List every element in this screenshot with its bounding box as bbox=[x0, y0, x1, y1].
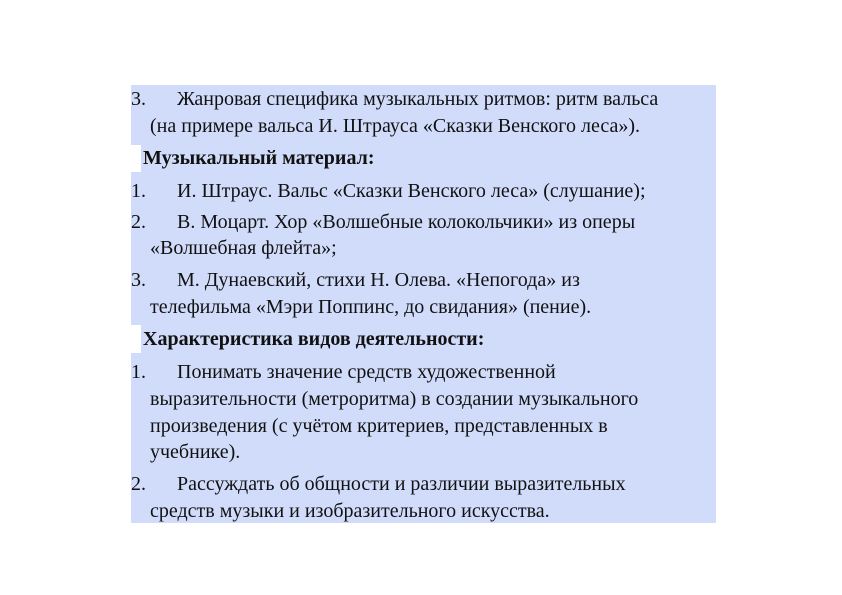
item-text: Жанровая специфика музыкальных ритмов: ритм вальса bbox=[177, 88, 659, 110]
item-text: выразительности (метроритма) в создании музыкального bbox=[150, 388, 639, 410]
item-number: 1. bbox=[131, 180, 146, 202]
section-heading-material: Музыкальный материал: bbox=[143, 147, 375, 169]
item-text: В. Моцарт. Хор «Волшебные колокольчики» из оперы bbox=[177, 211, 636, 233]
item-number: 3. bbox=[131, 88, 146, 110]
section-heading-activities: Характеристика видов деятельности: bbox=[143, 328, 485, 350]
item-text: (на примере вальса И. Штрауса «Сказки Венского леса»). bbox=[150, 115, 641, 137]
item-text: И. Штраус. Вальс «Сказки Венского леса» (слушание); bbox=[177, 180, 646, 202]
item-text: Понимать значение средств художественной bbox=[177, 361, 556, 383]
item-number: 2. bbox=[131, 473, 146, 495]
item-text: учебнике). bbox=[150, 441, 241, 463]
heading-gap bbox=[131, 325, 141, 353]
item-text: средств музыки и изобразительного искусства. bbox=[150, 500, 550, 522]
item-text: Рассуждать об общности и различии выразительных bbox=[177, 473, 626, 495]
heading-gap bbox=[131, 145, 141, 172]
item-number: 2. bbox=[131, 211, 146, 233]
item-text: М. Дунаевский, стихи Н. Олева. «Непогода» из bbox=[177, 269, 580, 291]
item-text: «Волшебная флейта»; bbox=[150, 237, 337, 259]
item-number: 1. bbox=[131, 361, 146, 383]
item-text: произведения (с учётом критериев, представленных в bbox=[150, 415, 608, 437]
item-text: телефильма «Мэри Поппинс, до свидания» (пение). bbox=[150, 296, 592, 318]
item-number: 3. bbox=[131, 269, 146, 291]
